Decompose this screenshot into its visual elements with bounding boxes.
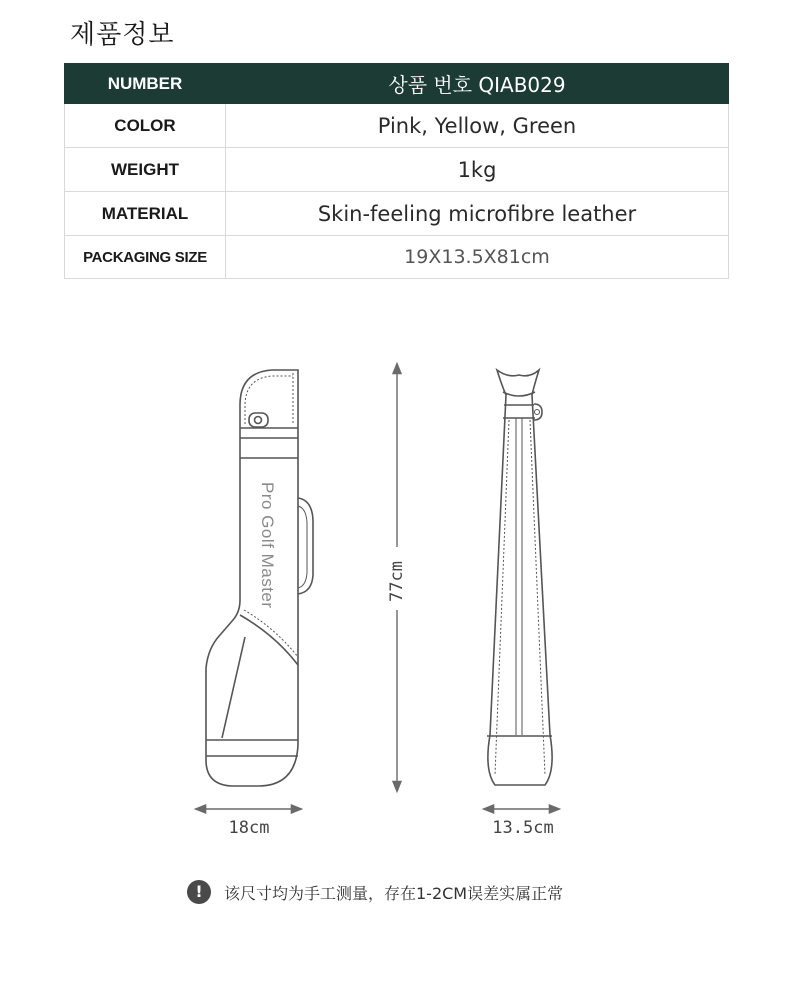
bag-front-outline: [206, 370, 298, 786]
measurement-note-text: 该尺寸均为手工测量，存在1-2CM误差实属正常: [224, 883, 564, 903]
bag-front-top-stitch: [245, 373, 293, 424]
size-diagram: [0, 330, 790, 850]
bag-side-clip-ring: [535, 410, 540, 415]
spec-value: 19X13.5X81cm: [226, 236, 729, 279]
spec-label: PACKAGING SIZE: [65, 236, 226, 279]
front-width-dimension: [200, 809, 297, 838]
spec-row-packaging-size: [65, 236, 729, 279]
side-width-dimension: [488, 809, 555, 838]
spec-label: WEIGHT: [65, 148, 226, 192]
exclamation-icon: !: [187, 880, 211, 904]
bag-front-print: Pro Golf Master: [258, 482, 277, 609]
spec-label: NUMBER: [65, 64, 226, 104]
spec-row-weight: [65, 148, 729, 192]
bag-side-outline: [488, 370, 552, 785]
bag-front-tab-ring: [255, 417, 262, 424]
bag-front-tab: [249, 413, 268, 427]
bag-side-top-cap: [503, 392, 535, 396]
spec-value: 1kg: [226, 148, 729, 192]
spec-value: 상품 번호 QIAB029: [226, 64, 729, 104]
side-width-label: 13.5cm: [492, 818, 554, 838]
bag-front-pocket-stitch: [244, 610, 298, 657]
front-width-label: 18cm: [228, 818, 270, 838]
bag-side-view: [487, 370, 552, 785]
spec-table: [64, 63, 729, 279]
section-title: 제품정보: [70, 20, 175, 50]
bag-front-handle-inner: [298, 506, 307, 588]
height-dimension: [387, 368, 407, 787]
bag-front-diagonal-seam: [222, 637, 245, 738]
spec-value: Pink, Yellow, Green: [226, 104, 729, 148]
spec-row-material: [65, 192, 729, 236]
spec-row-number: [65, 64, 729, 104]
measurement-note: [187, 880, 563, 904]
spec-value: Skin-feeling microfibre leather: [226, 192, 729, 236]
spec-label: COLOR: [65, 104, 226, 148]
bag-side-clip: [534, 404, 542, 420]
bag-front-pocket-curve: [240, 615, 298, 665]
spec-row-color: [65, 104, 729, 148]
height-label: 77cm: [387, 561, 407, 602]
spec-label: MATERIAL: [65, 192, 226, 236]
